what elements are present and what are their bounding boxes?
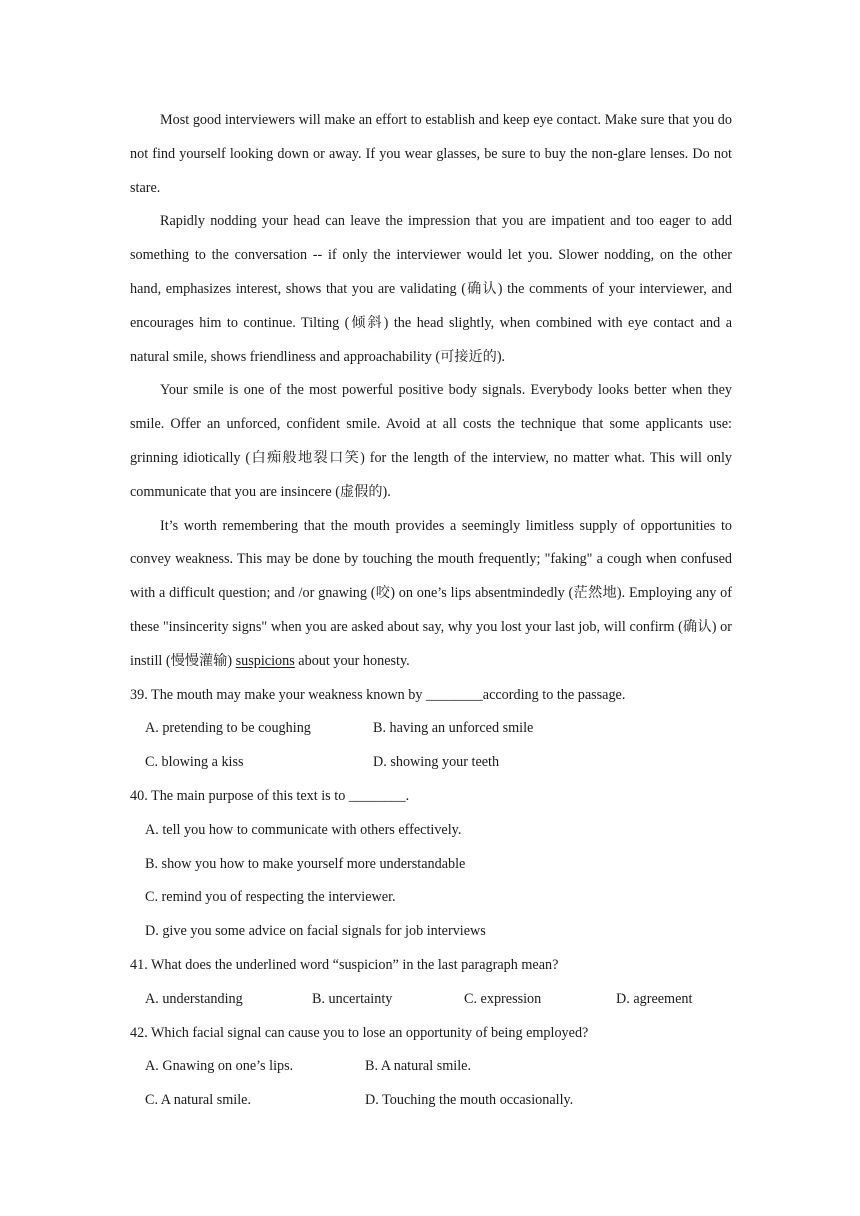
- passage-paragraph-4: [130, 510, 732, 679]
- passage-paragraph-3: Your smile is one of the most powerful positive body signals. Everybody looks better when they smile. Offer an unforced, confident smile. Avoid at all costs the technique that some applicants use: grinning idiotically (白痴般地裂口笑) for the length of the interview, no matter what. This will only communicate that you are insincere (虚假的).: [130, 382, 732, 500]
- question-39-option-a: A. pretending to be coughing: [145, 720, 311, 737]
- document-page: [130, 104, 732, 1118]
- question-42-options-row-1: [130, 1050, 732, 1084]
- question-40-option-a: A. tell you how to communicate with others effectively.: [145, 821, 462, 838]
- passage-paragraph-2: Rapidly nodding your head can leave the impression that you are impatient and too eager to add something to the conversation -- if only the interviewer would let you. Slower nodding, on the other hand, emphasizes interest, shows that you are validating (确认) the comments of your interviewer, and encourages him to continue. Tilting (倾斜) the head slightly, when combined with eye contact and a natural smile, shows friendliness and approachability (可接近的).: [130, 213, 732, 365]
- underlined-word-suspicions: suspicions: [235, 652, 295, 669]
- question-39-option-b: B. having an unforced smile: [373, 720, 534, 737]
- question-40-stem: 40. The main purpose of this text is to ________.: [130, 787, 410, 804]
- question-40-option-c: C. remind you of respecting the interviewer.: [145, 889, 396, 906]
- question-39-option-d: D. showing your teeth: [373, 754, 500, 771]
- question-39-stem: 39. The mouth may make your weakness known by ________according to the passage.: [130, 686, 626, 703]
- question-42-option-d: D. Touching the mouth occasionally.: [365, 1092, 574, 1109]
- question-41: [130, 949, 732, 1017]
- question-42-options-row-2: [130, 1084, 732, 1118]
- question-39-options-row-2: [130, 746, 732, 780]
- question-42-option-b: B. A natural smile.: [365, 1058, 472, 1075]
- question-41-options-row: [130, 983, 732, 1017]
- question-39-option-c: C. blowing a kiss: [145, 754, 244, 771]
- question-39-options-row-1: [130, 712, 732, 746]
- question-42: [130, 1017, 732, 1118]
- paragraph-4-text-end: about your honesty.: [294, 652, 410, 669]
- question-41-stem: 41. What does the underlined word “suspicion” in the last paragraph mean?: [130, 956, 559, 973]
- question-41-option-c: C. expression: [464, 990, 542, 1007]
- question-40: [130, 780, 732, 949]
- paragraph-4-text-start: It’s worth remembering that the mouth provides a seemingly limitless supply of opportunities to convey weakness. This may be done by touching the mouth frequently; "faking" a cough when confused with a difficult question; and /or gnawing (咬) on one’s lips absentmindedly (茫然地). Employing any of these "insincerity signs" when you are asked about say, why you lost your last job, will confirm (确认) or instill (慢慢灌输): [130, 517, 732, 669]
- question-42-option-c: C. A natural smile.: [145, 1092, 252, 1109]
- question-41-option-a: A. understanding: [145, 990, 243, 1007]
- question-40-option-d: D. give you some advice on facial signals for job interviews: [145, 923, 486, 940]
- question-41-option-d: D. agreement: [616, 990, 693, 1007]
- passage-paragraph-1: Most good interviewers will make an effort to establish and keep eye contact. Make sure that you do not find yourself looking down or away. If you wear glasses, be sure to buy the non-glare lenses. Do not stare.: [130, 112, 732, 196]
- question-41-option-b: B. uncertainty: [312, 990, 393, 1007]
- question-40-option-b: B. show you how to make yourself more understandable: [145, 855, 466, 872]
- question-39: [130, 679, 732, 780]
- question-42-option-a: A. Gnawing on one’s lips.: [145, 1058, 294, 1075]
- question-42-stem: 42. Which facial signal can cause you to lose an opportunity of being employed?: [130, 1024, 589, 1041]
